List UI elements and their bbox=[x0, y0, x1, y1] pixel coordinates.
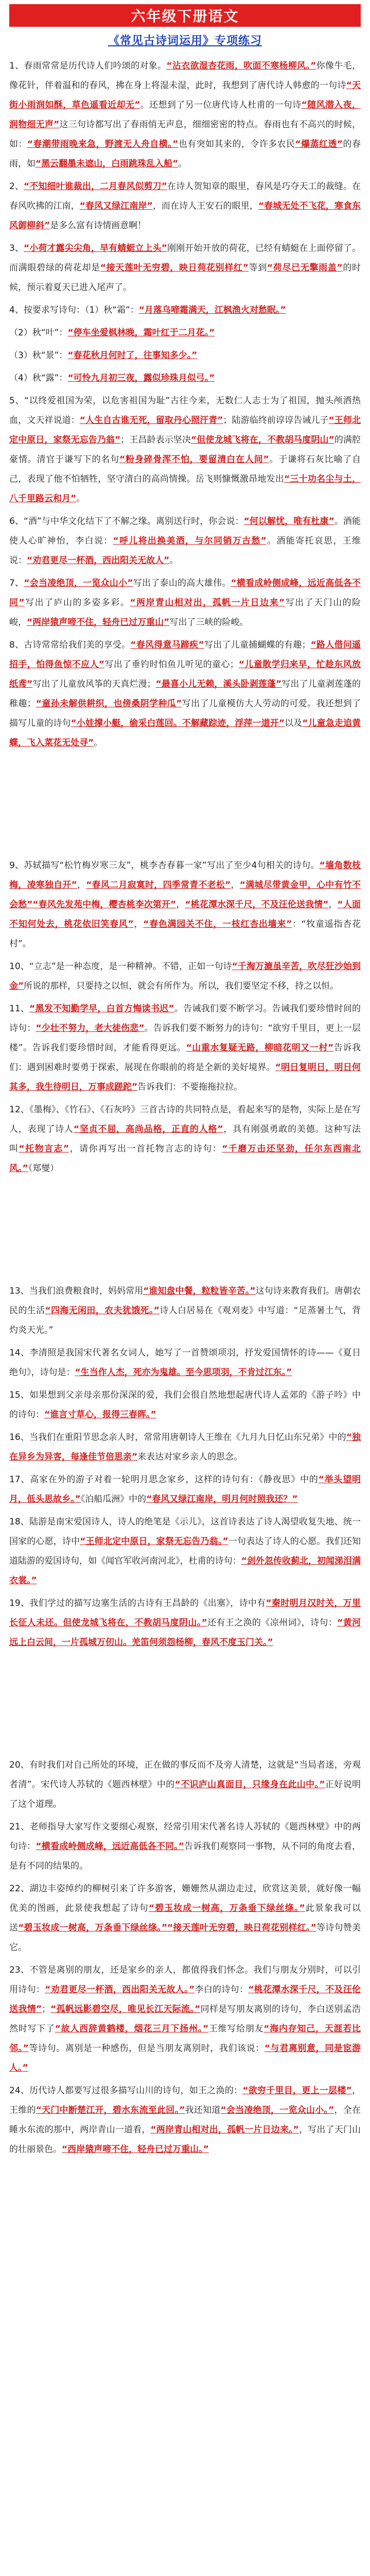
question-text: 12、《墨梅》、《竹石》、《石灰吟》三首古诗的共同特点是，看起来写的是物，实际上是在写人，表现了诗人 bbox=[9, 1105, 361, 1134]
question-text: 李白的诗句： bbox=[195, 1985, 249, 1995]
question-section bbox=[9, 1755, 361, 2159]
answer-text: “千磨万击还坚劲，任尔东西南北风。” bbox=[9, 1144, 361, 1174]
answer-text: “春风又绿江南岸，明月何时照我还？” bbox=[146, 1494, 298, 1504]
question-text: 以及 bbox=[285, 718, 303, 728]
question-text: 王维写给朋友 bbox=[208, 2024, 264, 2034]
answer-text: “不识庐山真面目，只缘身在此山中。” bbox=[174, 1780, 325, 1790]
answer-text: “两岸猿声啼不住，轻舟已过万重山” bbox=[27, 617, 170, 628]
answer-text: “劝君更尽一杯酒，西出阳关无故人” bbox=[27, 555, 170, 566]
answer-text: “欲穷千里目，更上一层楼” bbox=[242, 2086, 352, 2096]
question-text: 18、陆游是南宋爱国诗人，诗人的绝笔是《示儿》，这首诗表达了诗人渴望收复失地、统一国家的心愿，诗中 bbox=[9, 1517, 361, 1547]
question-text: 写出了儿童模仿大人劳动的可爱。我还想到了描写儿童的诗句 bbox=[9, 699, 361, 728]
question-text: 还有王之涣的《凉州词》，诗句： bbox=[207, 1618, 338, 1628]
question-text: 10、“立志”是一种态度，是一种精神。不错，正如一句诗 bbox=[9, 961, 232, 972]
question-text: ；王昌龄表示坚决 bbox=[120, 435, 191, 445]
answer-text: “人生自古谁无死，留取丹心照汗青” bbox=[79, 415, 223, 426]
answer-text: “黄河远上白云间，一片孤城万仞山。羌笛何须怨杨柳，春风不度玉门关。” bbox=[9, 1618, 361, 1648]
question-item bbox=[9, 1594, 361, 1652]
answer-text: “三十功名尘与土，八千里路云和月” bbox=[9, 474, 361, 504]
question-text: 5、“以终爱祖国为荣，以危害祖国为耻”古往今来，无数仁人志士为了祖国，抛头颅洒热血，文天祥说道： bbox=[9, 396, 361, 426]
question-item bbox=[9, 368, 361, 388]
answer-text: “王师北定中原日，家祭无忘告乃翁” bbox=[9, 415, 361, 445]
answer-text: “接天莲叶无穷碧，映日荷花别样红。” bbox=[167, 1923, 316, 1933]
answer-text: “小娃撑小艇，偷采白莲回。不解藏踪迹，浮萍一道开” bbox=[71, 718, 285, 728]
question-text: ，请你再写出一首托物言志的诗句： bbox=[69, 1144, 222, 1154]
answer-text: “最喜小儿无赖，溪头卧剥莲蓬” bbox=[155, 679, 282, 689]
answer-text: “春风二月寂寞时，四季常青不老松” bbox=[86, 880, 231, 890]
question-item bbox=[9, 1512, 361, 1590]
question-item bbox=[9, 1960, 361, 2078]
answer-text: “举头望明月，低头思故乡。” bbox=[9, 1475, 361, 1504]
question-item bbox=[9, 999, 361, 1097]
question-text: 写出了天门山的险峻， bbox=[9, 598, 361, 628]
question-item bbox=[9, 300, 361, 320]
question-text: 等到 bbox=[248, 263, 267, 273]
answer-text: “不知细叶谁裁出，二月春风似剪刀” bbox=[24, 181, 167, 192]
question-item bbox=[9, 1100, 361, 1178]
question-text: 6、“酒”与中华文化结下了不解之缘。离别送行时，你会说： bbox=[9, 516, 244, 527]
question-text: 9、苏轼描写“松竹梅岁寒三友”，桃李杏春暮一家”写出了至少4句相关的诗句。 bbox=[9, 860, 320, 871]
question-text: 所说的那样，只要持之以恒，就会有所作为。所以，我们要坚定不移，持之以恒。 bbox=[24, 981, 339, 991]
question-text: 也有突如其来的，令许多农民 bbox=[178, 139, 295, 149]
question-text: 。酒能寄托哀思，王维说： bbox=[9, 536, 361, 566]
answer-text: “小荷才露尖尖角，早有蜻蜓立上头” bbox=[24, 243, 167, 253]
question-text: 。酒能使人心旷神怡，李白说： bbox=[9, 516, 361, 546]
question-text: 8、古诗常常给我们美的享受。 bbox=[9, 640, 131, 650]
question-text: 11、 bbox=[9, 1004, 30, 1014]
question-text: 写出了庐山的多姿多彩。 bbox=[24, 598, 130, 608]
answer-text: “童孙未解供耕织，也傍桑阴学种瓜” bbox=[36, 699, 182, 709]
question-item bbox=[9, 957, 361, 996]
question-text: ； bbox=[42, 2004, 51, 2014]
question-text: 。 bbox=[94, 738, 103, 748]
question-text: （2）秋“叶”： bbox=[9, 328, 68, 338]
answer-text: “海内存知己，天涯若比邻。” bbox=[9, 2024, 361, 2054]
answer-text: “会当凌绝顶，一览众山小” bbox=[24, 578, 133, 588]
question-text: 此景象我可以送 bbox=[9, 1903, 361, 1933]
question-item bbox=[9, 573, 361, 632]
answer-text: “独在异乡为异客，每逢佳节倍思亲” bbox=[9, 1432, 361, 1462]
question-sections bbox=[9, 56, 361, 2159]
question-text: 。于谦将石灰比喻了自己，表现了他不怕牺牲，坚守清白的高尚情操。岳飞则慷慨激昂地发出 bbox=[9, 454, 361, 484]
answer-text: “但使龙城飞将在，不教胡马度阴山” bbox=[190, 435, 334, 445]
question-text: 。 bbox=[169, 555, 179, 566]
question-text: （3）秋“景”： bbox=[9, 350, 68, 361]
question-item bbox=[9, 177, 361, 235]
answer-text: “呼儿将出换美酒，与尔同销万古愁” bbox=[113, 536, 267, 546]
question-text: ， bbox=[133, 919, 144, 929]
answer-text: “春色满园关不住，一枝红杏出墙来” bbox=[143, 919, 292, 929]
answer-text: “桃花潭水深千尺，不及汪伦送我情” bbox=[9, 1985, 361, 2014]
question-item bbox=[9, 56, 361, 174]
question-text: ，具有刚强勇敢的美德。这种写法叫 bbox=[9, 1124, 361, 1154]
answer-text: “儿童散学归来早，忙趁东风放纸鸢” bbox=[9, 659, 361, 689]
question-text: 的春雨，如 bbox=[9, 139, 361, 169]
question-text: 14、李清照是我国宋代著名女词人，她写了一首赞颂项羽，抒发爱国情怀的诗——《夏日绝句》，诗句是： bbox=[9, 1348, 361, 1378]
question-text: 诗人白居易在《观刈麦》中写道：“足蒸暑土气，背灼炎天光。” bbox=[9, 1306, 361, 1335]
question-text: 的满腔豪情。清官于谦写下的名句 bbox=[9, 435, 361, 465]
answer-text: “秦时明月汉时关，万里长征人未还。但使龙城飞将在，不教胡马度阴山。” bbox=[9, 1598, 361, 1628]
question-item bbox=[9, 512, 361, 570]
question-text: 这句诗来教育我们。唐朝农民的生活 bbox=[9, 1286, 361, 1316]
question-text: 写出了垂钓时怕鱼儿听见的童心； bbox=[104, 659, 239, 670]
answer-text: “人面不知何处去，桃花依旧笑春风” bbox=[9, 900, 361, 929]
question-text: 的时候，预示着夏天已进入尾声了。 bbox=[9, 263, 361, 293]
answer-text: “托物言志” bbox=[19, 1144, 69, 1154]
question-text: 告诉我们：遇到困难时要勇于探索，展现在你眼前的将是全新的美好境界。 bbox=[9, 1043, 361, 1073]
question-item bbox=[9, 346, 361, 365]
question-text: 19、我们学过的描写边塞生活的古诗有王昌龄的《出塞》，诗中有 bbox=[9, 1598, 266, 1608]
page-title: 六年级下册语文 bbox=[9, 4, 361, 27]
question-text: ：“牧童遥指杏花村”。 bbox=[9, 919, 361, 949]
question-item bbox=[9, 391, 361, 509]
question-text: ，全在睡水东流的那中，两岸青山一道看， bbox=[9, 2105, 361, 2135]
answer-text: “何以解忧，唯有杜康” bbox=[243, 516, 334, 527]
question-item bbox=[9, 1470, 361, 1509]
question-text: ，王维的 bbox=[9, 2086, 361, 2115]
question-text: 写出了泰山的高大雄伟。 bbox=[133, 578, 231, 588]
question-text: ， bbox=[176, 900, 185, 910]
question-text: 。告诉我们要不断努力的诗句：“欲穷千里目，更上一层楼”。告诉我们要珍惜时间，才能看得更远。 bbox=[9, 1023, 361, 1053]
question-item bbox=[9, 635, 361, 753]
question-text: 是多么富有诗情画意啊！ bbox=[50, 221, 147, 231]
answer-text: “碧玉妆成一树高，万条垂下绿丝绦。” bbox=[148, 1903, 305, 1913]
answer-text: “粉身碎骨浑不怕，要留清白在人间” bbox=[119, 454, 269, 465]
question-text: （郑燮） bbox=[28, 1163, 59, 1174]
question-item bbox=[9, 1428, 361, 1467]
question-text: 这三句诗都写出了春雨悄无声息，细细密密的特点。春雨也有不高兴的时候，如： bbox=[9, 120, 361, 149]
question-text: 。 bbox=[76, 494, 85, 504]
answer-text: “横看成岭侧成峰，远近高低各不同。” bbox=[36, 1841, 184, 1852]
question-item bbox=[9, 1755, 361, 1814]
answer-text: “王师北定中原日，家祭无忘告乃翁。” bbox=[80, 1536, 228, 1547]
answer-text: “沾衣欲湿杏花雨，吹面不寒杨柳风。” bbox=[166, 61, 316, 71]
question-item bbox=[9, 1817, 361, 1876]
answer-text: “剑外忽传收蓟北，初闻涕泪满衣裳。” bbox=[9, 1556, 361, 1586]
question-section bbox=[9, 56, 361, 753]
question-text: 正好说明了这个道理。 bbox=[9, 1780, 361, 1809]
answer-text: “黑发不知勤学早，白首方悔读书迟” bbox=[29, 1004, 174, 1014]
answer-text: “爆蒸红透” bbox=[295, 139, 343, 149]
question-text: 22、湖边丰姿绰约的柳树引来了许多游客，姗姗然从湖边走过，欣赏这美景，就好像一幅优美的图画，此景使我想起了诗句 bbox=[9, 1884, 361, 1913]
answer-text: “故人西辞黄鹤楼，烟花三月下扬州。” bbox=[55, 2024, 209, 2034]
question-text: 4、按要求写诗句：（1）秋“霜”： bbox=[9, 305, 139, 315]
question-text: 7、 bbox=[9, 578, 24, 588]
answer-text: “四海无闲田，农夫犹饿死。” bbox=[45, 1306, 160, 1316]
question-item bbox=[9, 1281, 361, 1340]
question-text: 在诗人贺知章的眼里，春风是巧夺天工的裁缝。在春风吹拂的江南， bbox=[9, 181, 361, 211]
question-text: 告诉我们：不要拖拖拉拉。 bbox=[137, 1082, 243, 1092]
question-text: 等诗句。离别是一种感伤，但是当朋友离别时，我们该说： bbox=[28, 2043, 265, 2054]
question-item bbox=[9, 239, 361, 297]
question-text: 来表达对家乡亲人的思念。 bbox=[137, 1452, 243, 1462]
answer-text: “墙角数枝梅，凌寒独自开” bbox=[9, 860, 361, 890]
question-text: 写出了儿童剥莲蓬的稚趣； bbox=[9, 679, 361, 709]
question-item bbox=[9, 856, 361, 954]
answer-text: “碧玉妆成一树高，万条垂下绿丝绦。” bbox=[18, 1923, 168, 1933]
question-text: 23、不管是离别的朋友，还是家乡的亲人，都值得我们怀念。我们与朋友分别时，可以引用诗句： bbox=[9, 1965, 361, 1995]
answer-text: “会当凌绝顶，一览众山小。” bbox=[220, 2105, 334, 2115]
question-text: 一句表达了诗人的心愿。我们还知道陆游的爱国诗句，如《闻官军收河南河北》，杜甫的诗句： bbox=[9, 1536, 361, 1566]
answer-text: “天门中断楚江开，碧水东流至此回。” bbox=[36, 2105, 185, 2115]
answer-text: “停车坐爱枫林晚，霜叶红于二月花。” bbox=[67, 328, 215, 338]
question-text: ；陆游临终前谆谆告诫儿子 bbox=[223, 415, 329, 426]
question-text: 同样是写朋友离别的诗句，李白送别孟浩然时写下了 bbox=[9, 2004, 361, 2034]
question-text: ， bbox=[231, 880, 240, 890]
answer-text: “春潮带雨晚来急，野渡无人舟自横。” bbox=[27, 139, 179, 149]
question-text: 。还想到了另一位唐代诗人杜甫的一句诗 bbox=[140, 100, 302, 110]
answer-text: “少壮不努力，老大徒伤悲” bbox=[36, 1023, 145, 1033]
answer-text: “山重水复疑无路，柳暗花明又一村” bbox=[186, 1043, 334, 1053]
question-text: 17、高家在外的游子对着一轮明月思念家乡，这样的诗句有：《静夜思》中的 bbox=[9, 1475, 319, 1485]
answer-text: “孤帆远影碧空尽，唯见长江天际流。” bbox=[50, 2004, 201, 2014]
question-text: 20、有时我们对自己所处的环境，正在做的事反而不及旁人清楚，这就是“当局者迷，旁观者清”。宋代诗人苏轼的《题西林壁》中的 bbox=[9, 1760, 361, 1790]
answer-text: “春花秋月何时了，往事知多少。” bbox=[67, 350, 198, 361]
question-text: 告诉我们观察同一事物，从不同的角度去看，是有不同的结果的。 bbox=[9, 1841, 361, 1871]
question-text: 21、老师指导大家写作文要细心观察，经常引用宋代著名诗人苏轼的《题西林壁》中的两句诗： bbox=[9, 1822, 361, 1852]
question-text: 2、 bbox=[9, 181, 24, 192]
answer-text: “儿童急走追黄蝶，飞入菜花无处寻” bbox=[9, 718, 361, 748]
answer-text: “谁知盘中餐，粒粒皆辛苦。” bbox=[143, 1286, 256, 1296]
answer-text: “路人借问遥招手，怕得鱼惊不应人” bbox=[9, 640, 361, 670]
question-text: 24、历代诗人都要写过很多描写山川的诗句，如王之涣的： bbox=[9, 2086, 243, 2096]
question-text: 我还知道 bbox=[185, 2105, 221, 2115]
question-text: 3、 bbox=[9, 243, 24, 253]
answer-text: “天街小雨润如酥，草色遥看近却无” bbox=[9, 80, 361, 110]
question-section bbox=[9, 856, 361, 1178]
question-item bbox=[9, 1343, 361, 1382]
answer-text: “随风潜入夜，润物细无声” bbox=[9, 100, 361, 130]
question-item bbox=[9, 1879, 361, 1957]
question-text: 写出了三峡的险峻。 bbox=[169, 617, 249, 628]
answer-text: “月落乌啼霜满天，江枫渔火对愁眠。” bbox=[138, 305, 286, 315]
answer-text: “黑云翻墨未遮山，白雨跳珠乱入船” bbox=[36, 159, 179, 169]
question-text: 16、当我们在重阳节思念亲人时，常常用唐朝诗人王维在《九月九日忆山东兄弟》中的 bbox=[9, 1432, 346, 1443]
question-item bbox=[9, 323, 361, 343]
answer-text: “两岸青山相对出，孤帆一片日边来” bbox=[130, 598, 285, 608]
answer-text: “明日复明日，明日何其多，我生待明日，万事成蹉跎” bbox=[9, 1062, 361, 1092]
answer-text: “桃花潭水深千尺，不及汪伦送我情” bbox=[185, 900, 329, 910]
answer-text: “生当作人杰，死亦为鬼雄。至今思项羽，不肯过江东。” bbox=[75, 1367, 292, 1378]
question-text: 。 bbox=[178, 159, 187, 169]
answer-text: “春风先发苑中梅，樱杏桃李次第开” bbox=[32, 900, 177, 910]
answer-text: “西岸猿声啼不住，轻舟已过万重山。” bbox=[62, 2144, 209, 2155]
answer-text: “荷尽已无擎雨盖” bbox=[267, 263, 343, 273]
question-text: ， bbox=[328, 900, 338, 910]
answer-text: “坚贞不屈，高尚品格，正直的人格” bbox=[73, 1124, 223, 1134]
question-text: 15、如果想到父亲母亲那份深深的爱，我们会很自然地想起唐代诗人孟郊的《游子吟》中的诗句： bbox=[9, 1390, 361, 1420]
question-section bbox=[9, 1281, 361, 1652]
question-text: 刚刚开始开放的荷花，已经有蜻蜓在上面停留了。而满眼碧绿的荷花却是 bbox=[9, 243, 361, 273]
answer-text: “谁言寸草心，报得三春晖。” bbox=[44, 1410, 156, 1420]
answer-text: “劝君更尽一杯酒，西出阳关无故人。” bbox=[45, 1985, 195, 1995]
question-text: 。告诫我们要不断学习。告诫我们要珍惜时间的诗句： bbox=[9, 1004, 361, 1033]
question-text: 13、当我们浪费粮食时，妈妈常用 bbox=[9, 1286, 144, 1296]
question-item bbox=[9, 1385, 361, 1425]
answer-text: “千淘万漉虽辛苦，吹尽狂沙始到金” bbox=[9, 961, 361, 991]
question-text: 你像牛毛，像花针，伴着温和的春风，拂在身上将湿未湿，此时，我想到了唐代诗人韩愈的一句诗 bbox=[9, 61, 361, 91]
answer-text: “满城尽带黄金甲，心中有竹不会愁” bbox=[9, 880, 361, 910]
answer-text: “春城无处不飞花，寒食东风御柳斜” bbox=[9, 201, 361, 231]
question-text: ，写出了天门山的壮丽景色。 bbox=[9, 2125, 361, 2155]
question-text: 《泊船瓜洲》中的 bbox=[80, 1494, 147, 1504]
answer-text: “接天莲叶无穷碧，映日荷花别样红” bbox=[100, 263, 249, 273]
answer-text: “春风又绿江南岸” bbox=[79, 201, 153, 211]
answer-text: “横看成岭侧成峰，远近高低各不同” bbox=[9, 578, 361, 608]
question-text: 写出了儿童放风筝的天真烂漫； bbox=[32, 679, 156, 689]
question-item bbox=[9, 2081, 361, 2159]
document-page bbox=[0, 4, 370, 2576]
question-text: ， bbox=[77, 880, 86, 890]
answer-text: “可怜九月初三夜，露似珍珠月似弓。” bbox=[67, 373, 215, 383]
question-text: 1、春雨常常是历代诗人们吟颂的对象。 bbox=[9, 61, 167, 71]
page-subtitle: 《常见古诗词运用》专项练习 bbox=[108, 35, 262, 47]
question-text: ，而在诗人王安石的眼里， bbox=[152, 201, 258, 211]
answer-text: “与君离别意，同是宦游人。” bbox=[9, 2043, 361, 2073]
answer-text: “春风得意马蹄疾” bbox=[130, 640, 204, 650]
question-text: 等诗句赞美它。 bbox=[9, 1923, 361, 1953]
answer-text: “两岸青山相对出，孤帆一片日边来。” bbox=[150, 2125, 299, 2135]
question-text: （4）秋“露”： bbox=[9, 373, 68, 383]
question-text: 写出了儿童捕蝴蝶的有趣； bbox=[204, 640, 311, 650]
